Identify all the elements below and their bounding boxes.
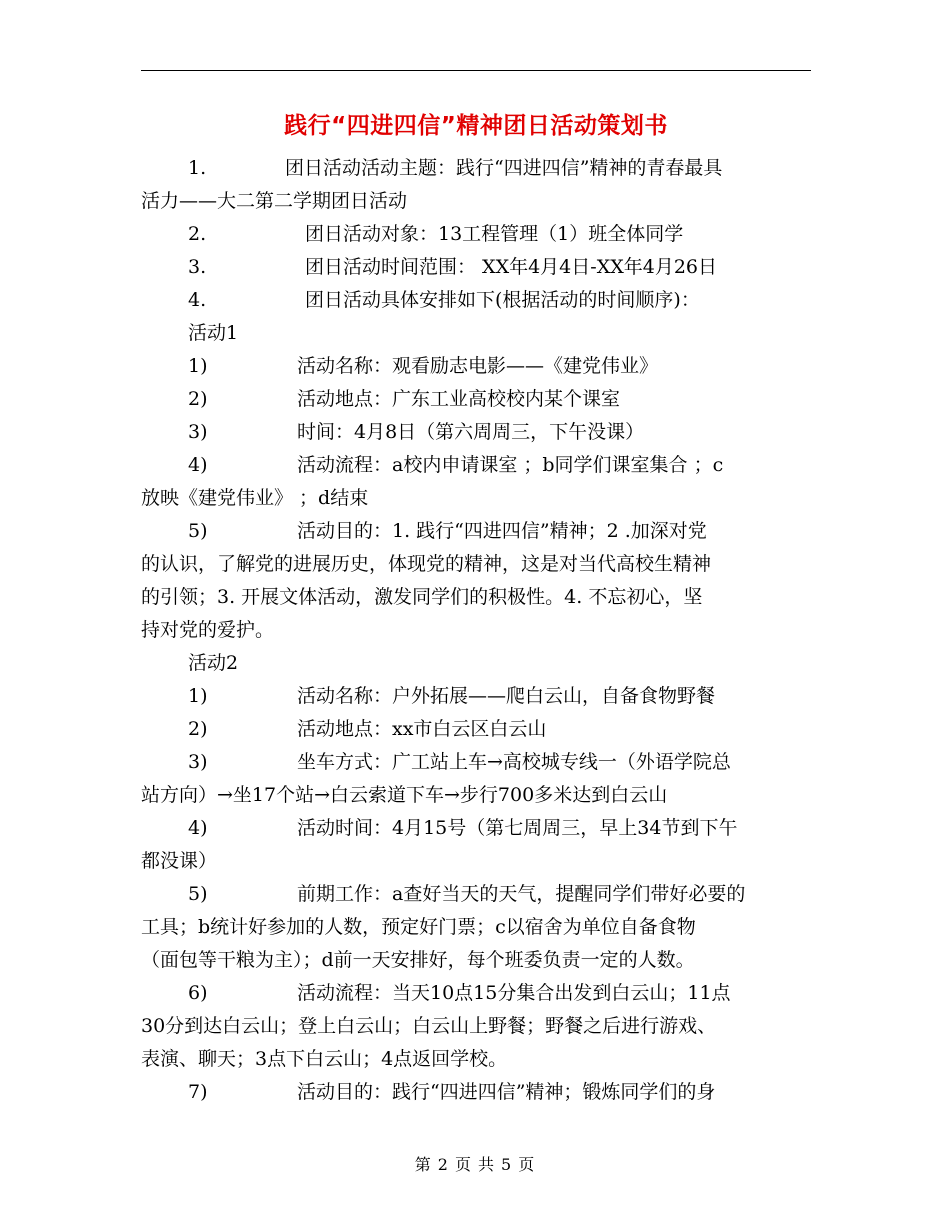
paragraph-continuation-line: 工具；b统计好参加的人数，预定好门票；c以宿舍为单位自备食物 xyxy=(141,916,696,938)
paragraph-line xyxy=(141,878,811,911)
item-text: 坐车方式：广工站上车→高校城专线一（外语学院总 xyxy=(297,751,731,773)
paragraph-line xyxy=(141,1076,811,1109)
paragraph-continuation-line: 持对党的爱护。 xyxy=(141,619,275,641)
item-text: 活动目的：1. 践行“四进四信”精神；2 .加深对党 xyxy=(297,520,707,542)
item-number: 1) xyxy=(188,685,208,707)
item-text: 活动流程：当天10点15分集合出发到白云山；11点 xyxy=(297,982,731,1004)
item-text: 活动地点：xx市白云区白云山 xyxy=(297,718,547,740)
paragraph-line xyxy=(141,152,811,185)
item-text: 团日活动活动主题：践行“四进四信”精神的青春最具 xyxy=(285,157,723,179)
item-text: 活动目的：践行“四进四信”精神；锻炼同学们的身 xyxy=(297,1081,716,1103)
item-number: 4) xyxy=(188,817,208,839)
paragraph-continuation-line: 表演、聊天；3点下白云山；4点返回学校。 xyxy=(141,1048,508,1070)
item-number: 1. xyxy=(188,157,207,179)
item-number: 2. xyxy=(188,223,207,245)
item-text: 前期工作：a查好当天的天气，提醒同学们带好必要的 xyxy=(297,883,746,905)
paragraph-line xyxy=(141,680,811,713)
item-text: 时间：4月8日（第六周周三，下午没课） xyxy=(297,421,645,443)
paragraph-line xyxy=(141,350,811,383)
footer-total-pages: 5 xyxy=(501,1155,513,1174)
paragraph-continuation-line: 都没课） xyxy=(141,850,218,872)
paragraph-continuation-line: 放映《建党伟业》 ；d结束 xyxy=(141,487,369,509)
item-number: 3. xyxy=(188,256,207,278)
item-number: 7) xyxy=(188,1081,208,1103)
item-text: 活动时间：4月15号（第七周周三，早上34节到下午 xyxy=(297,817,738,839)
item-number: 活动1 xyxy=(188,322,239,344)
item-number: 3) xyxy=(188,751,208,773)
item-number: 2) xyxy=(188,388,208,410)
document-body xyxy=(141,152,811,1109)
footer-page-unit: 页 xyxy=(454,1155,472,1174)
paragraph-continuation-line: 30分到达白云山；登上白云山；白云山上野餐；野餐之后进行游戏、 xyxy=(141,1015,717,1037)
paragraph-line xyxy=(141,416,811,449)
footer-page-number: 2 xyxy=(437,1155,449,1174)
paragraph-continuation-line: （面包等干粮为主）；d前一天安排好，每个班委负责一定的人数。 xyxy=(141,949,695,971)
item-text: 活动名称：观看励志电影——《建党伟业》 xyxy=(297,355,659,377)
paragraph-line xyxy=(141,713,811,746)
item-text: 团日活动具体安排如下(根据活动的时间顺序)： xyxy=(305,289,700,311)
paragraph-line xyxy=(141,317,811,350)
item-number: 6) xyxy=(188,982,208,1004)
footer-total-unit: 页 xyxy=(518,1155,536,1174)
paragraph-line xyxy=(141,977,811,1010)
paragraph-continuation-line: 的认识，了解党的进展历史，体现党的精神，这是对当代高校生精神 xyxy=(141,553,712,575)
item-number: 3) xyxy=(188,421,208,443)
item-text: 团日活动对象：13工程管理（1）班全体同学 xyxy=(305,223,684,245)
paragraph-line xyxy=(141,647,811,680)
footer-total-prefix: 共 xyxy=(478,1155,496,1174)
paragraph-line xyxy=(141,251,811,284)
item-text: 活动流程：a校内申请课室 ；b同学们课室集合 ；c xyxy=(297,454,724,476)
item-number: 活动2 xyxy=(188,652,239,674)
paragraph-line xyxy=(141,746,811,779)
item-number: 5) xyxy=(188,520,208,542)
document-title: 践行“四进四信”精神团日活动策划书 xyxy=(284,113,668,139)
paragraph-line xyxy=(141,284,811,317)
footer-prefix: 第 xyxy=(414,1155,432,1174)
paragraph-line xyxy=(141,383,811,416)
paragraph-continuation-line: 站方向）→坐17个站→白云索道下车→步行700多米达到白云山 xyxy=(141,784,668,806)
paragraph-continuation-line: 的引领；3. 开展文体活动，激发同学们的积极性。4. 不忘初心，坚 xyxy=(141,586,703,608)
header-rule xyxy=(141,70,811,71)
page-footer xyxy=(0,1152,950,1175)
paragraph-line xyxy=(141,515,811,548)
item-number: 4) xyxy=(188,454,208,476)
paragraph-line xyxy=(141,449,811,482)
item-number: 4. xyxy=(188,289,207,311)
item-number: 1) xyxy=(188,355,208,377)
paragraph-line xyxy=(141,218,811,251)
item-number: 5) xyxy=(188,883,208,905)
item-text: 团日活动时间范围： XX年4月4日-XX年4月26日 xyxy=(305,256,718,278)
paragraph-line xyxy=(141,812,811,845)
item-text: 活动名称：户外拓展——爬白云山，自备食物野餐 xyxy=(297,685,716,707)
item-text: 活动地点：广东工业高校校内某个课室 xyxy=(297,388,621,410)
paragraph-continuation-line: 活力——大二第二学期团日活动 xyxy=(141,190,408,212)
item-number: 2) xyxy=(188,718,208,740)
